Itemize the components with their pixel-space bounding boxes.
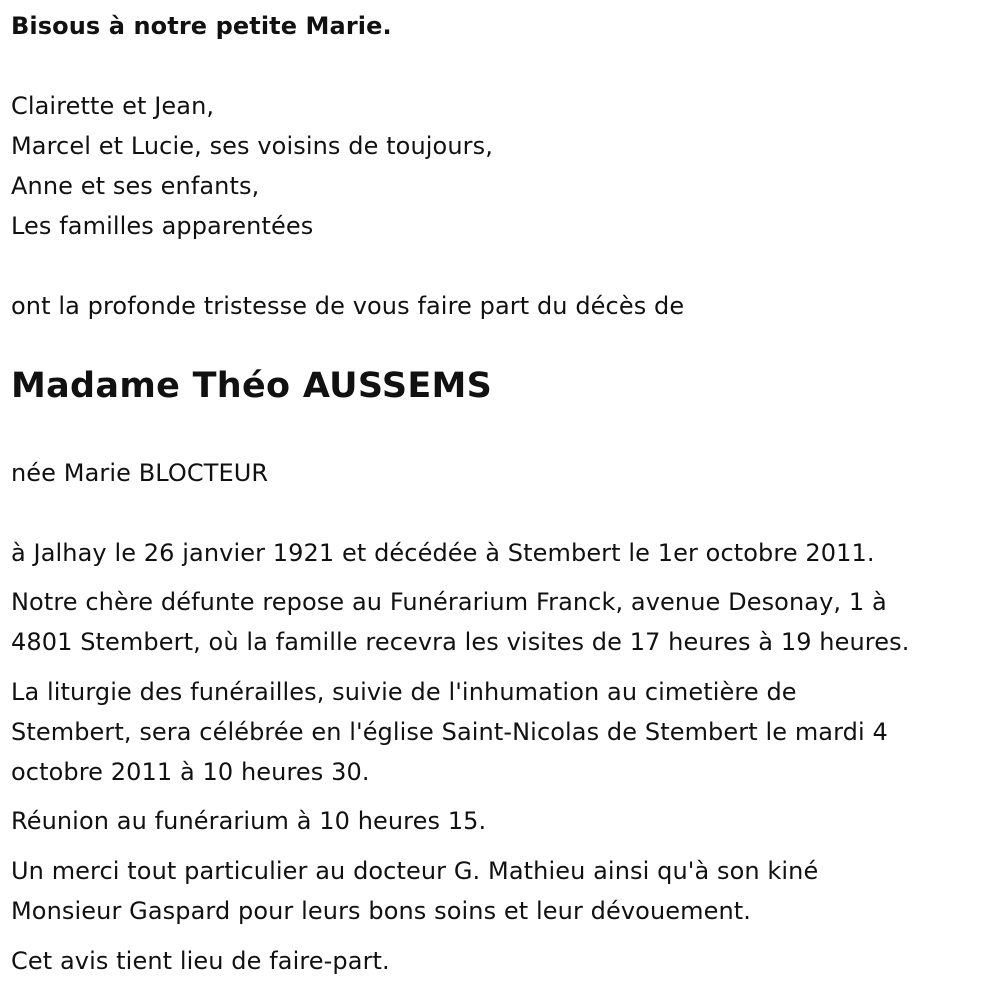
rest-line: 4801 Stembert, où la famille recevra les visites de 17 heures à 19 heures. — [11, 628, 910, 656]
family-line: Anne et ses enfants, — [11, 172, 260, 200]
liturgy-line: octobre 2011 à 10 heures 30. — [11, 758, 370, 786]
closing-line: Cet avis tient lieu de faire-part. — [11, 947, 390, 975]
announcement-line: ont la profonde tristesse de vous faire part du décès de — [11, 292, 685, 320]
family-line: Clairette et Jean, — [11, 92, 215, 120]
family-line: Les familles apparentées — [11, 212, 314, 240]
family-line: Marcel et Lucie, ses voisins de toujours, — [11, 132, 493, 160]
meeting-line: Réunion au funérarium à 10 heures 15. — [11, 807, 487, 835]
rest-line: Notre chère défunte repose au Funérarium Franck, avenue Desonay, 1 à — [11, 588, 887, 616]
greeting-line: Bisous à notre petite Marie. — [11, 12, 392, 40]
maiden-name: née Marie BLOCTEUR — [11, 459, 269, 487]
deceased-name: Madame Théo AUSSEMS — [11, 366, 493, 406]
liturgy-line: La liturgie des funérailles, suivie de l'inhumation au cimetière de — [11, 678, 797, 706]
liturgy-line: Stembert, sera célébrée en l'église Saint-Nicolas de Stembert le mardi 4 — [11, 718, 888, 746]
thanks-line: Un merci tout particulier au docteur G. Mathieu ainsi qu'à son kiné — [11, 857, 819, 885]
birth-death-line: à Jalhay le 26 janvier 1921 et décédée à Stembert le 1er octobre 2011. — [11, 539, 875, 567]
thanks-line: Monsieur Gaspard pour leurs bons soins et leur dévouement. — [11, 897, 752, 925]
